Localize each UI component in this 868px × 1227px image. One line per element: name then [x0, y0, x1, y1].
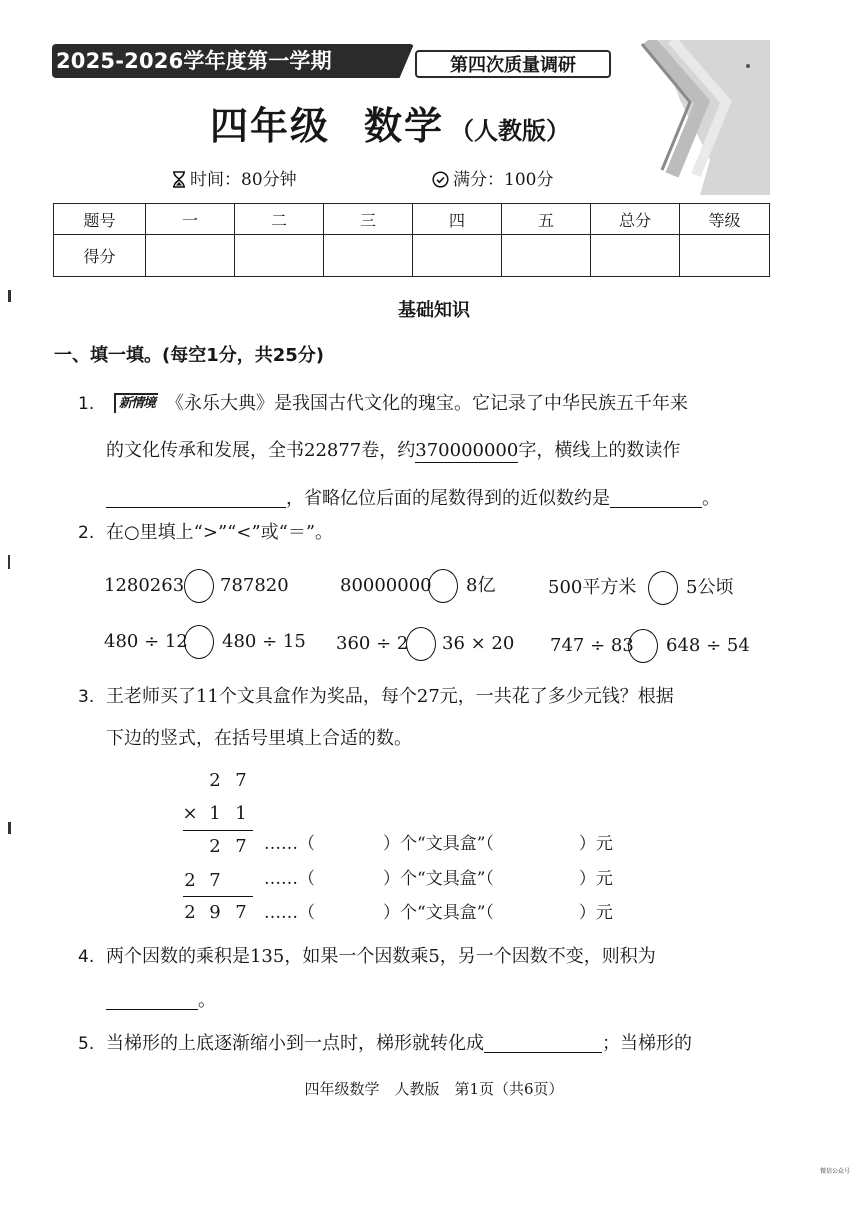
comparison-left: 747 ÷ 83: [550, 635, 634, 656]
score-cell[interactable]: [502, 235, 591, 277]
col-header: 等级: [680, 204, 770, 235]
q2-text: 在○里填上“>”“<”或“＝”。: [105, 522, 334, 543]
answer-circle[interactable]: [428, 569, 458, 603]
comparison-left: 1280263: [104, 575, 185, 596]
q3-answer-line[interactable]: ……（ ）个“文具盒”（ ）元: [264, 903, 613, 923]
title-edition: （人教版）: [450, 116, 571, 145]
q4-text-line2: 。: [198, 990, 216, 1011]
title-grade: 四年级: [209, 103, 330, 148]
q5-line1: [78, 1029, 692, 1059]
q5-text-line1a: 当梯形的上底逐渐缩小到一点时，梯形就转化成: [105, 1033, 484, 1054]
score-cell[interactable]: [591, 235, 680, 277]
full-score: [432, 166, 553, 194]
q4-blank[interactable]: [106, 989, 198, 1010]
vm-digit: 7: [235, 902, 247, 923]
q1-text-line3b: 。: [702, 488, 720, 509]
vm-digit: 2: [209, 836, 221, 857]
vm-row1: [0, 768, 868, 794]
comparison-item: [336, 626, 526, 662]
q3-answer-line[interactable]: ……（ ）个“文具盒”（ ）元: [264, 834, 613, 854]
comparison-left: 80000000: [340, 575, 432, 596]
row-header-question: 题号: [54, 204, 146, 235]
vm-digit: 1: [209, 803, 221, 824]
corner-decoration: [640, 40, 770, 195]
comparison-item: [550, 628, 760, 664]
vm-rule: [183, 896, 253, 897]
scan-mark: [8, 555, 10, 569]
q3-line2: [106, 724, 412, 754]
vm-times-sign: ×: [182, 803, 198, 824]
answer-circle[interactable]: [628, 629, 658, 663]
new-situation-logo: 新情境: [114, 393, 158, 413]
q1-text-line3a: ，省略亿位后面的尾数得到的近似数约是: [286, 488, 610, 509]
vm-digit: 9: [209, 902, 221, 923]
survey-tag: 第四次质量调研: [415, 50, 611, 78]
hourglass-icon: [172, 169, 186, 197]
comparison-left: 500平方米: [548, 577, 637, 598]
vm-row2: [0, 801, 868, 827]
comparison-item: [104, 568, 304, 604]
q4-line1: [78, 942, 656, 972]
answer-circle[interactable]: [184, 569, 214, 603]
title-subject: 数学: [364, 103, 445, 148]
watermark: 微信公众号: [820, 1168, 851, 1175]
col-header: 总分: [591, 204, 680, 235]
score-table-header-row: [54, 204, 770, 235]
vm-digit: 2: [184, 902, 196, 923]
comparison-right: 5公顷: [686, 577, 734, 598]
q1-text-line1: 《永乐大典》是我国古代文化的瑰宝。它记录了中华民族五千年来: [165, 393, 688, 414]
q3-line1: [78, 682, 674, 712]
vm-digit: 2: [184, 870, 196, 891]
part1-heading: 一、填一填。(每空1分，共25分): [54, 345, 325, 366]
q3-number: 3.: [78, 687, 95, 707]
q4-line2: [106, 986, 216, 1016]
q1-text-line2b: 字，横线上的数读作: [518, 440, 681, 461]
col-header: 四: [413, 204, 502, 235]
exam-time: [172, 166, 297, 194]
score-cell[interactable]: [413, 235, 502, 277]
score-label: 满分：100分: [453, 170, 554, 190]
vm-rule: [183, 830, 253, 831]
comparison-item: [548, 570, 758, 606]
q2-line: [78, 518, 333, 548]
comparison-right: 480 ÷ 15: [222, 631, 306, 652]
comparison-item: [104, 624, 314, 660]
score-cell[interactable]: [324, 235, 413, 277]
comparison-item: [340, 568, 520, 604]
q5-text-line1b: ；当梯形的: [601, 1033, 692, 1054]
vm-digit: 2: [209, 770, 221, 791]
page-title: [150, 96, 630, 156]
comparison-right: 787820: [220, 575, 289, 596]
answer-circle[interactable]: [184, 625, 214, 659]
q4-text-line1: 两个因数的乘积是135，如果一个因数乘5，另一个因数不变，则积为: [105, 946, 656, 967]
q1-line3: [106, 484, 720, 514]
page-footer: 四年级数学 人教版 第1页（共6页）: [304, 1080, 564, 1098]
q1-line2: [106, 436, 680, 466]
vm-digit: 7: [209, 870, 221, 891]
comparison-right: 648 ÷ 54: [666, 635, 750, 656]
col-header: 五: [502, 204, 591, 235]
q1-blank-reading[interactable]: [106, 487, 286, 508]
term-banner-text: 2025-2026学年度第一学期: [56, 49, 332, 73]
score-table: [53, 203, 770, 277]
q3-answer-line[interactable]: ……（ ）个“文具盒”（ ）元: [264, 869, 613, 889]
q1-blank-approx[interactable]: [610, 487, 702, 508]
q1-line1: [78, 389, 688, 419]
section-title: 基础知识: [398, 300, 470, 321]
col-header: 三: [324, 204, 413, 235]
q5-number: 5.: [78, 1034, 95, 1054]
time-label: 时间：80分钟: [190, 170, 297, 190]
score-cell[interactable]: [146, 235, 235, 277]
vm-digit: 7: [235, 836, 247, 857]
scan-mark: [8, 290, 11, 302]
comparison-left: 480 ÷ 12: [104, 631, 188, 652]
q1-number: 1.: [78, 394, 95, 414]
scan-mark: [8, 822, 11, 834]
comparison-left: 360 ÷ 2: [336, 633, 409, 654]
comparison-right: 36 × 20: [442, 633, 515, 654]
q1-underlined-number: 370000000: [415, 440, 519, 461]
answer-circle[interactable]: [406, 627, 436, 661]
col-header: 二: [235, 204, 324, 235]
score-cell[interactable]: [680, 235, 770, 277]
q2-number: 2.: [78, 523, 95, 543]
score-cell[interactable]: [235, 235, 324, 277]
score-table-score-row: [54, 235, 770, 277]
col-header: 一: [146, 204, 235, 235]
vm-digit: 7: [235, 770, 247, 791]
comparison-right: 8亿: [466, 575, 496, 596]
q4-number: 4.: [78, 947, 95, 967]
q1-text-line2a: 的文化传承和发展，全书22877卷，约: [106, 440, 416, 461]
q5-blank[interactable]: [484, 1032, 602, 1053]
q3-text-line1: 王老师买了11个文具盒作为奖品，每个27元，一共花了多少元钱？根据: [105, 686, 674, 707]
answer-circle[interactable]: [648, 571, 678, 605]
q3-text-line2: 下边的竖式，在括号里填上合适的数。: [106, 728, 412, 749]
row-header-score: 得分: [54, 235, 146, 277]
vm-digit: 1: [235, 803, 247, 824]
check-circle-icon: [432, 169, 449, 197]
